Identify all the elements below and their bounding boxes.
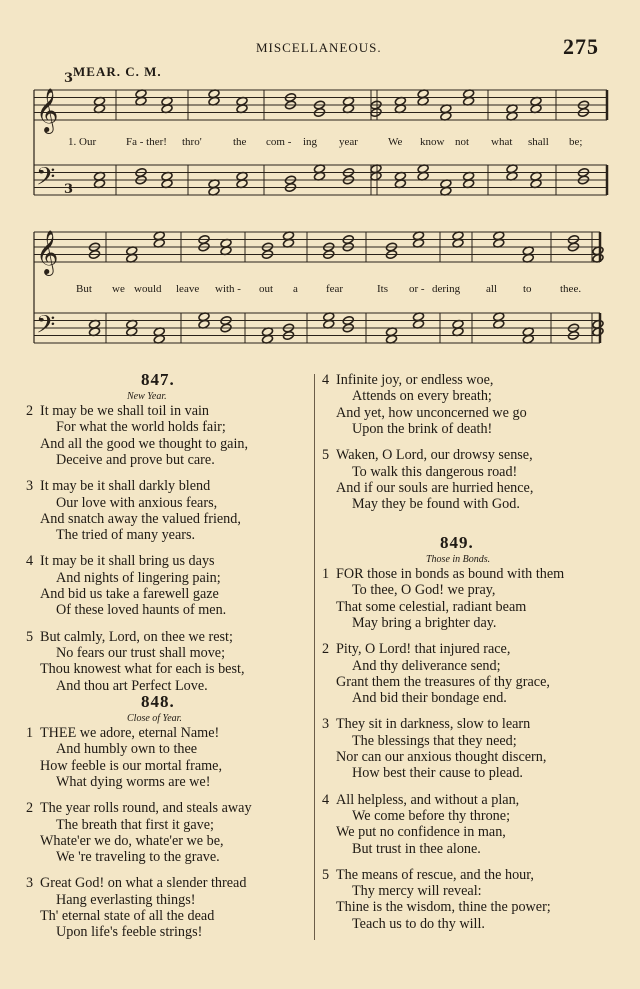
verse-line: And thy deliverance send; — [352, 657, 501, 674]
verse-number: 3 — [322, 716, 330, 733]
verse-number: 3 — [26, 875, 34, 892]
hymn-subtitle: Close of Year. — [127, 713, 182, 724]
verse-line: No fears our trust shall move; — [56, 644, 226, 661]
lyric-syllable: or - — [409, 283, 425, 295]
lyrics-line-2 — [0, 283, 640, 297]
lyric-syllable: with - — [215, 283, 241, 295]
verse-line: Th' eternal state of all the dead — [40, 908, 215, 924]
verse-line: The year rolls round, and steals away — [40, 800, 252, 817]
verse-line: They sit in darkness, slow to learn — [336, 716, 531, 733]
verse-line: Of these loved haunts of men. — [56, 602, 227, 619]
lyric-syllable: a — [293, 283, 298, 295]
verse-line: Deceive and prove but care. — [56, 451, 215, 468]
hymn-subtitle: Those in Bonds. — [426, 554, 491, 565]
verse-line: We 're traveling to the grave. — [56, 849, 220, 866]
verse-line: May they be found with God. — [352, 496, 520, 513]
treble-clef-icon: 𝄞 — [36, 230, 59, 274]
verse-line: And thou art Perfect Love. — [56, 677, 208, 694]
verse-line: But trust in thee alone. — [352, 840, 481, 857]
treble-clef-icon: 𝄞 — [36, 88, 59, 132]
verse-number: 2 — [26, 800, 34, 817]
verse-line: We come before thy throne; — [352, 807, 511, 824]
verse-line: FOR those in bonds as bound with them — [336, 566, 565, 582]
lyric-syllable: dering — [432, 283, 461, 295]
verse-number: 1 — [26, 725, 34, 741]
bass-clef-icon: 𝄢 — [36, 162, 56, 198]
time-signature-bottom: 3 — [64, 182, 74, 197]
verse-line: The tried of many years. — [56, 527, 196, 544]
verse-line: Waken, O Lord, our drowsy sense, — [336, 447, 533, 464]
lyric-syllable: thro' — [182, 136, 202, 148]
lyric-syllable: year — [339, 136, 358, 148]
tune-name: MEAR. C. M. — [73, 64, 162, 79]
hymn-number: 847. — [141, 370, 175, 389]
verse-line: And all the good we thought to gain, — [40, 435, 249, 452]
lyric-syllable: all — [486, 283, 497, 295]
verse-line: How best their cause to plead. — [352, 765, 523, 782]
lyric-syllable: the — [233, 136, 247, 148]
verse-line: And bid us take a farewell gaze — [40, 586, 219, 602]
lyric-syllable: Fa - ther! — [126, 136, 167, 148]
verse-line: To walk this dangerous road! — [352, 463, 518, 480]
verse-line: And if our souls are hurried hence, — [336, 479, 534, 496]
verse-number: 4 — [322, 791, 330, 808]
lyric-syllable: But — [76, 283, 92, 295]
lyric-syllable: thee. — [560, 283, 582, 295]
verse-line: THEE we adore, eternal Name! — [40, 725, 220, 741]
page-number: 275 — [563, 34, 599, 59]
lyric-syllable: 1. Our — [68, 136, 97, 148]
verse-line: To thee, O God! we pray, — [352, 582, 496, 599]
hymn-subtitle: New Year. — [127, 391, 167, 402]
verse-line: Grant them the treasures of thy grace, — [336, 673, 550, 690]
verse-number: 4 — [322, 372, 330, 388]
verse-line: Upon life's feeble strings! — [56, 924, 203, 941]
lyric-syllable: would — [134, 283, 162, 295]
lyric-syllable: we — [112, 283, 125, 295]
verse-line: Teach us to do thy will. — [352, 915, 485, 932]
lyric-syllable: Its — [377, 283, 388, 295]
lyric-syllable: ing — [303, 136, 318, 148]
lyrics-line-1 — [0, 136, 640, 150]
lyric-syllable: shall — [528, 136, 549, 148]
verse-number: 2 — [322, 641, 330, 658]
verse-line: The breath that first it gave; — [56, 816, 214, 833]
running-header: MISCELLANEOUS. — [256, 40, 382, 55]
verse-line: We put no confidence in man, — [336, 824, 506, 841]
verse-number: 5 — [322, 447, 330, 464]
verse-line: May bring a brighter day. — [352, 614, 497, 631]
verse-line: But calmly, Lord, on thee we rest; — [40, 628, 233, 645]
verse-line: And bid their bondage end. — [352, 690, 507, 707]
verse-number: 2 — [26, 403, 34, 419]
verse-line: What dying worms are we! — [56, 773, 211, 790]
column-divider — [314, 374, 315, 940]
verse-line: And nights of lingering pain; — [56, 569, 221, 586]
verse-line: Hang everlasting things! — [56, 891, 196, 908]
lyric-syllable: leave — [176, 283, 200, 295]
lyric-syllable: We — [388, 136, 403, 148]
verse-line: And snatch away the valued friend, — [40, 510, 241, 527]
verse-line: All helpless, and without a plan, — [336, 791, 520, 808]
verse-line: Attends on every breath; — [352, 388, 492, 405]
verse-line: Pity, O Lord! that injured race, — [336, 641, 511, 658]
verse-line: That some celestial, radiant beam — [336, 598, 527, 615]
bass-clef-icon: 𝄢 — [36, 310, 56, 346]
lyric-syllable: out — [259, 283, 274, 295]
verse-line: Infinite joy, or endless woe, — [336, 372, 494, 388]
hymn-number: 849. — [440, 533, 474, 552]
verse-line: Whate'er we do, whate'er we be, — [40, 832, 224, 849]
verse-number: 3 — [26, 478, 34, 495]
verse-line: Thy mercy will reveal: — [352, 883, 482, 900]
lyric-syllable: not — [455, 136, 470, 148]
lyric-syllable: be; — [569, 136, 583, 148]
lyric-syllable: to — [523, 283, 532, 295]
time-signature-top: 3 — [64, 71, 74, 86]
verse-line: Our love with anxious fears, — [56, 494, 218, 511]
verse-line: Great God! on what a slender thread — [40, 875, 247, 892]
verse-line: And humbly own to thee — [56, 741, 198, 758]
lyric-syllable: know — [420, 136, 445, 148]
verse-number: 5 — [322, 866, 330, 883]
verse-line: It may be it shall bring us days — [40, 553, 215, 570]
lyric-syllable: what — [491, 136, 513, 148]
verse-line: It may be we shall toil in vain — [40, 403, 210, 419]
verse-number: 4 — [26, 553, 34, 570]
verse-line: Upon the brink of death! — [352, 420, 493, 437]
verse-line: It may be it shall darkly blend — [40, 478, 211, 495]
verse-line: How feeble is our mortal frame, — [40, 757, 223, 774]
hymn-number: 848. — [141, 692, 175, 711]
verse-line: And yet, how unconcerned we go — [336, 404, 527, 421]
lyric-syllable: com - — [266, 136, 292, 148]
verse-line: The blessings that they need; — [352, 732, 517, 749]
sheet-music — [0, 0, 640, 360]
verse-line: Thou knowest what for each is best, — [40, 661, 245, 678]
verse-line: For what the world holds fair; — [56, 419, 226, 436]
verse-line: The means of rescue, and the hour, — [336, 866, 534, 883]
lyric-syllable: fear — [326, 283, 344, 295]
verse-line: Thine is the wisdom, thine the power; — [336, 899, 551, 916]
verse-line: Nor can our anxious thought discern, — [336, 749, 547, 765]
verse-number: 5 — [26, 628, 34, 645]
verse-number: 1 — [322, 566, 330, 582]
